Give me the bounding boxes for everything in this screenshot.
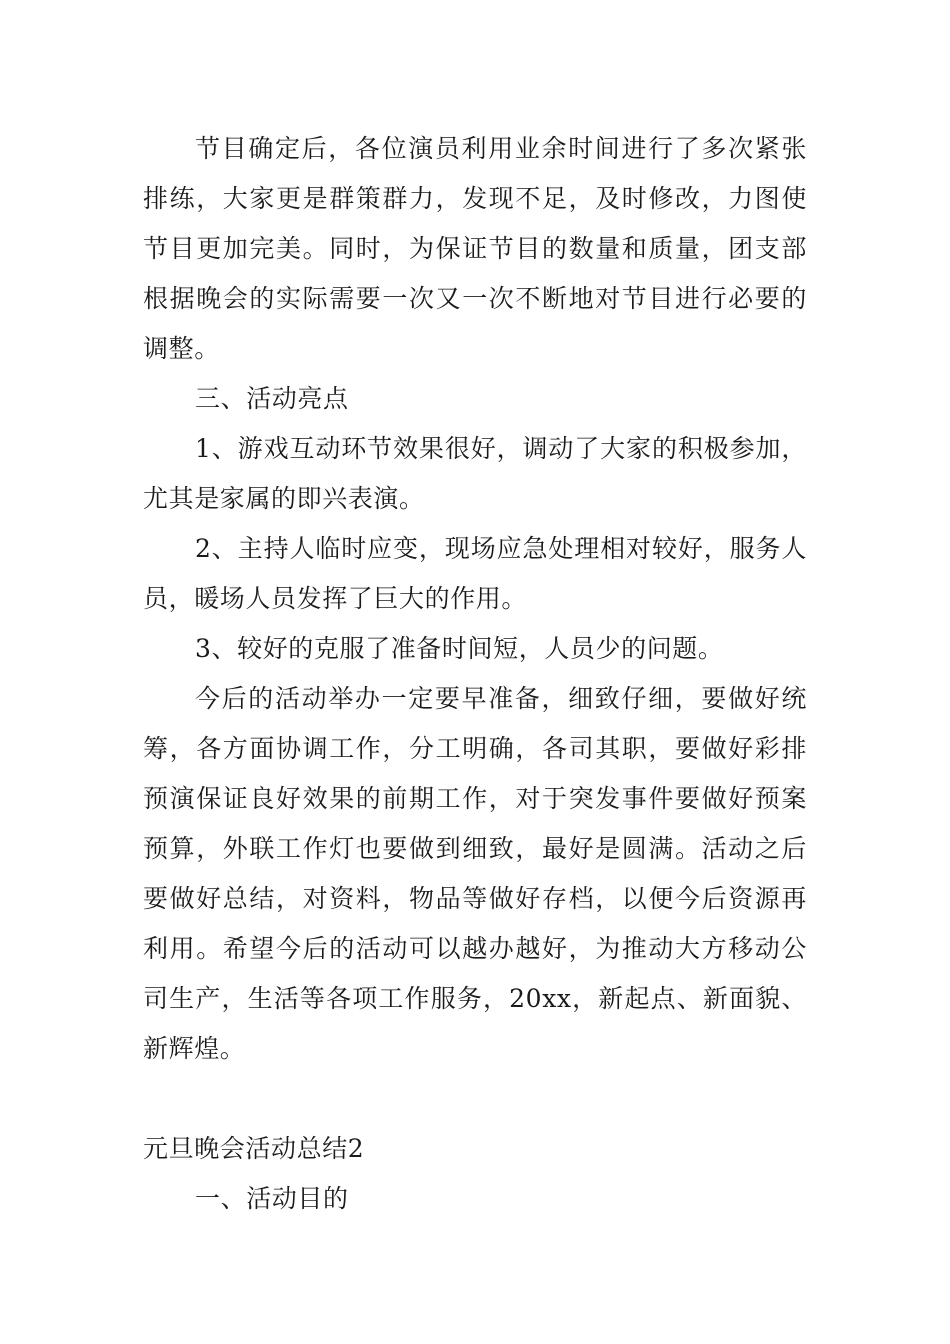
paragraph-rehearsal: 节目确定后，各位演员利用业余时间进行了多次紧张排练，大家更是群策群力，发现不足，及时修改，力图使节目更加完美。同时，为保证节目的数量和质量，团支部根据晚会的实际需要一次又一次不断地对节目进行必要的调整。 — [143, 134, 807, 363]
heading-activity-purpose: 一、活动目的 — [195, 1184, 349, 1213]
highlight-item-1: 1、游戏互动环节效果很好，调动了大家的积极参加，尤其是家属的即兴表演。 — [143, 434, 807, 513]
highlight-item-3: 3、较好的克服了准备时间短，人员少的问题。 — [195, 634, 724, 663]
section-title: 元旦晚会活动总结2 — [143, 1134, 365, 1163]
section-spacer — [143, 1074, 807, 1124]
paragraph-future-plans: 今后的活动举办一定要早准备，细致仔细，要做好统筹，各方面协调工作，分工明确，各司其职，要做好彩排预演保证良好效果的前期工作，对于突发事件要做好预案预算，外联工作灯也要做到细致，最好是圆满。活动之后要做好总结，对资料，物品等做好存档，以便今后资源再利用。希望今后的活动可以越办越好，为推动大方移动公司生产，生活等各项工作服务，20xx，新起点、新面貌、新辉煌。 — [143, 684, 807, 1063]
document-body — [143, 124, 807, 1224]
highlight-item-2: 2、主持人临时应变，现场应急处理相对较好，服务人员，暖场人员发挥了巨大的作用。 — [143, 534, 807, 613]
heading-activity-highlights: 三、活动亮点 — [195, 384, 349, 413]
